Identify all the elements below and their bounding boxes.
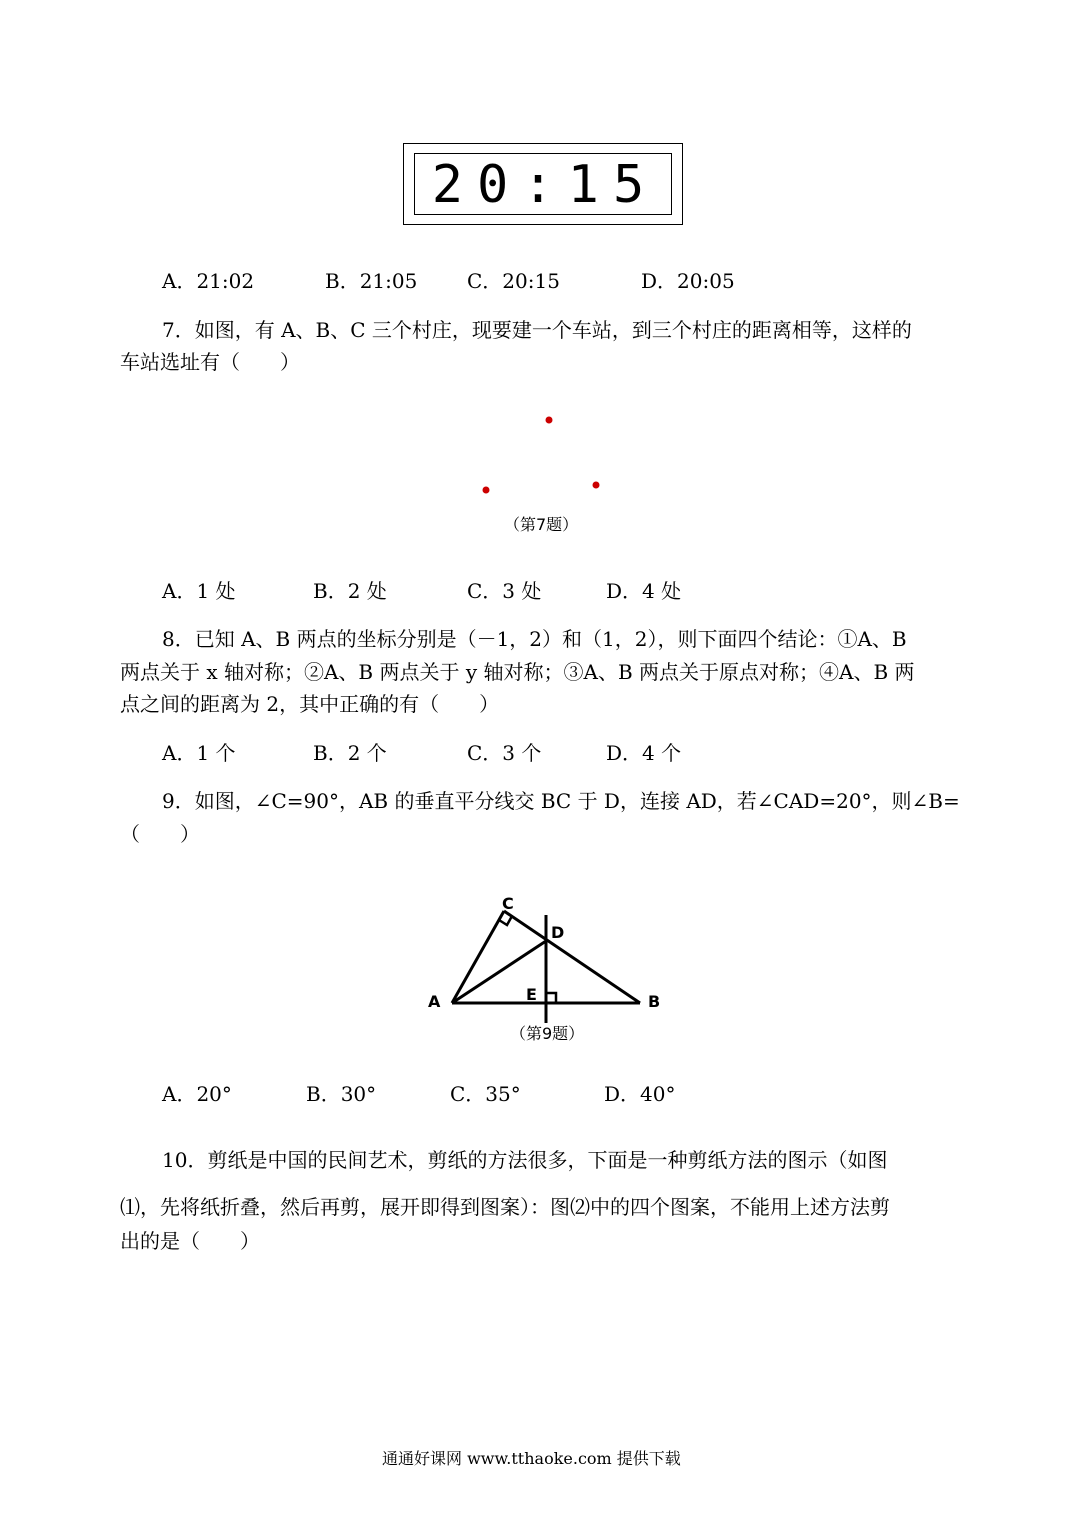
q10-text-line1: 10．剪纸是中国的民间艺术，剪纸的方法很多，下面是一种剪纸方法的图示（如图 xyxy=(162,1148,888,1172)
q9-option-a: A．20° xyxy=(162,1082,232,1106)
q9-caption: （第9题） xyxy=(510,1024,585,1043)
clock-time: 20:15 xyxy=(431,155,659,215)
q8-text-line3: 点之间的距离为 2，其中正确的有（ ） xyxy=(120,692,500,716)
digital-clock-display xyxy=(425,155,665,215)
q7-text-line1: 7．如图，有 A、B、C 三个村庄，现要建一个车站，到三个村庄的距离相等，这样的 xyxy=(162,318,912,342)
segment-ac xyxy=(452,911,504,1003)
q8-text-line1: 8．已知 A、B 两点的坐标分别是（－1，2）和（1，2），则下面四个结论：①A、B xyxy=(162,627,907,651)
q9-text-line1: 9．如图，∠C=90°，AB 的垂直平分线交 BC 于 D，连接 AD，若∠CAD=20°，则∠B= xyxy=(162,789,960,813)
label-a: A xyxy=(428,992,441,1011)
label-e: E xyxy=(526,985,537,1004)
q9-option-b: B．30° xyxy=(306,1082,377,1106)
village-point-left xyxy=(483,487,490,494)
q10-text-line2: ⑴，先将纸折叠，然后再剪，展开即得到图案）：图⑵中的四个图案，不能用上述方法剪 xyxy=(120,1195,890,1219)
q9-text-line2: （ ） xyxy=(120,822,200,846)
q8-option-d: D．4 个 xyxy=(606,741,682,765)
q7-option-d: D．4 处 xyxy=(606,579,682,603)
q10-text-line3: 出的是（ ） xyxy=(120,1229,260,1253)
q8-option-b: B．2 个 xyxy=(313,741,387,765)
q9-triangle-figure xyxy=(420,885,680,1025)
label-c: C xyxy=(502,894,514,913)
q7-text-line2: 车站选址有（ ） xyxy=(120,350,300,374)
q8-option-a: A．1 个 xyxy=(162,741,236,765)
footer-source: 通通好课网 www.tthaoke.com 提供下载 xyxy=(382,1449,681,1468)
q7-villages-figure xyxy=(470,405,610,505)
label-b: B xyxy=(648,992,661,1011)
q9-option-c: C．35° xyxy=(450,1082,521,1106)
q6-option-b: B．21:05 xyxy=(325,269,418,293)
q6-option-d: D．20:05 xyxy=(641,269,735,293)
q7-option-b: B．2 处 xyxy=(313,579,387,603)
q9-option-d: D．40° xyxy=(604,1082,676,1106)
q8-text-line2: 两点关于 x 轴对称；②A、B 两点关于 y 轴对称；③A、B 两点关于原点对称；④A、B 两 xyxy=(120,660,915,684)
label-d: D xyxy=(551,923,565,942)
q7-option-a: A．1 处 xyxy=(162,579,236,603)
q7-option-c: C．3 处 xyxy=(467,579,542,603)
q6-option-c: C．20:15 xyxy=(467,269,560,293)
q7-caption: （第7题） xyxy=(504,515,579,534)
q8-option-c: C．3 个 xyxy=(467,741,542,765)
village-point-right xyxy=(593,482,600,489)
q6-option-a: A．21:02 xyxy=(162,269,255,293)
village-point-top xyxy=(546,417,553,424)
